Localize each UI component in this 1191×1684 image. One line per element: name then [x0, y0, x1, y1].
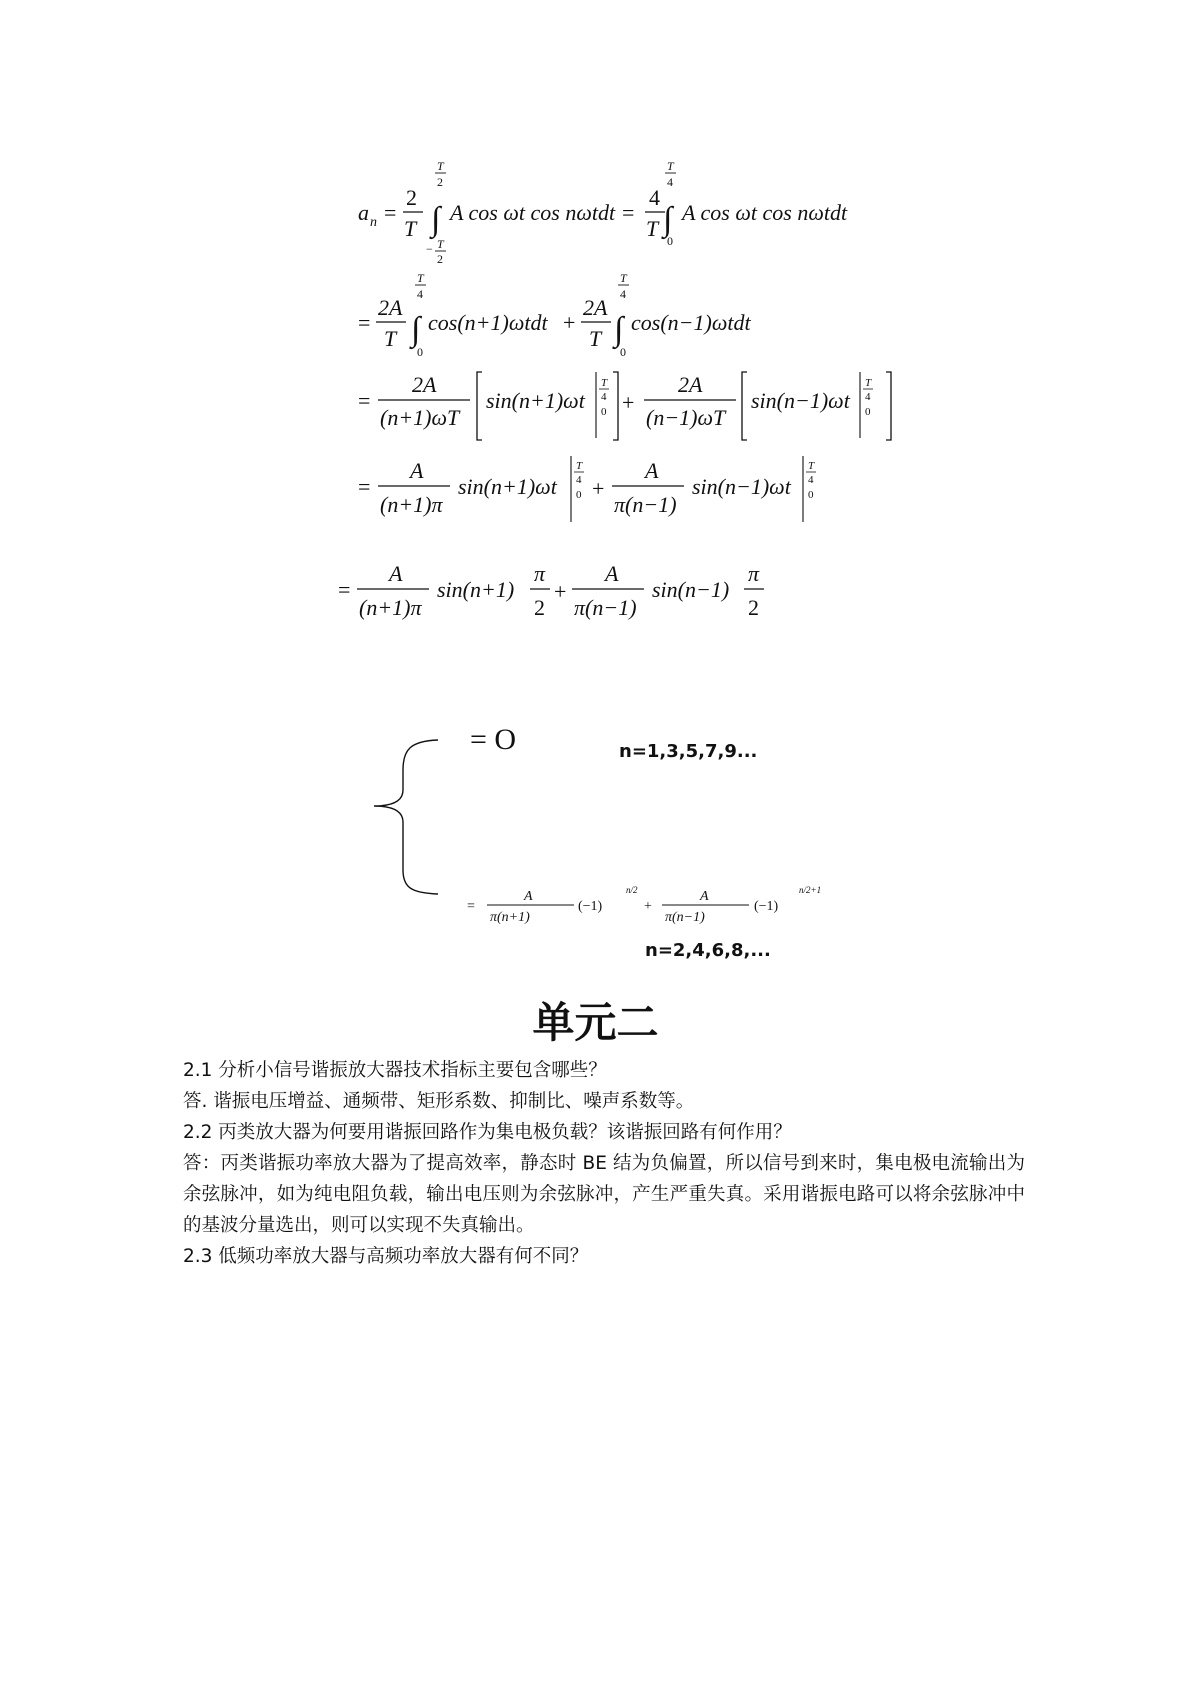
integrand: A cos ωt cos nωtdt	[450, 200, 616, 225]
integral-upper-limit: T	[620, 271, 627, 285]
fraction-denominator: (n+1)π	[359, 595, 422, 620]
math-symbol: a	[358, 200, 369, 225]
case-zero: = O	[470, 723, 517, 756]
power-base: (−1)	[578, 899, 603, 914]
fraction-numerator: A	[645, 458, 659, 483]
fraction-numerator: A	[700, 889, 709, 904]
fraction-numerator: π	[748, 561, 760, 586]
integral-upper-limit: 2	[437, 175, 443, 189]
integral-sign: ∫	[431, 201, 441, 238]
math-equals: =	[358, 310, 371, 335]
integral-upper-limit: 4	[417, 287, 423, 301]
fraction-denominator: (n−1)ωT	[646, 405, 726, 430]
term-expression: sin(n+1)	[437, 577, 515, 602]
case-odd-condition: n=1,3,5,7,9...	[619, 741, 758, 762]
integral-sign: ∫	[614, 311, 624, 348]
fraction-numerator: A	[389, 561, 403, 586]
fraction-denominator: T	[589, 326, 602, 351]
math-equals: =	[338, 577, 351, 602]
math-subscript: n	[370, 215, 377, 230]
eval-limit: 4	[576, 474, 582, 486]
question-2-3: 2.3 低频功率放大器与高频功率放大器有何不同？	[183, 1246, 589, 1267]
case-even-condition: n=2,4,6,8,...	[645, 940, 771, 961]
math-equals: =	[358, 388, 371, 413]
cases-brace	[374, 740, 438, 894]
integral-lower-limit: 0	[620, 345, 626, 359]
eval-limit: T	[808, 460, 815, 472]
bracket-right	[613, 372, 618, 440]
fraction-denominator: T	[384, 326, 397, 351]
fraction-numerator: A	[524, 889, 533, 904]
term-expression: sin(n+1)ωt	[458, 474, 557, 499]
integral-lower-limit: 0	[417, 345, 423, 359]
integral-upper-limit: T	[417, 271, 424, 285]
bracket-left	[477, 372, 482, 440]
integral-upper-limit: T	[437, 159, 444, 173]
fraction-denominator: (n+1)ωT	[380, 405, 460, 430]
integrand: cos(n−1)ωtdt	[631, 310, 751, 335]
math-plus: +	[592, 476, 605, 501]
term-expression: sin(n−1)ωt	[692, 474, 791, 499]
eval-limit: T	[865, 377, 872, 389]
fraction-denominator: 2	[748, 595, 759, 620]
fraction-denominator: T	[404, 216, 417, 241]
math-plus: +	[563, 310, 576, 335]
math-equals: =	[467, 899, 475, 914]
qa-text	[183, 1055, 1025, 1272]
term-expression: sin(n−1)	[652, 577, 730, 602]
eval-limit: T	[601, 377, 608, 389]
question-2-1: 2.1 分析小信号谐振放大器技术指标主要包含哪些？	[183, 1060, 607, 1081]
integral-upper-limit: 4	[667, 175, 673, 189]
integral-sign: ∫	[411, 311, 421, 348]
fraction-denominator: π(n−1)	[614, 492, 677, 517]
integrand: A cos ωt cos nωtdt	[682, 200, 848, 225]
fraction-numerator: 4	[649, 185, 660, 210]
fraction-denominator: T	[646, 216, 659, 241]
bracket-right	[886, 372, 891, 440]
integral-sign: ∫	[663, 201, 673, 238]
eval-limit: 0	[808, 489, 814, 501]
fraction-numerator: A	[605, 561, 619, 586]
bracket-expression: sin(n−1)ωt	[751, 388, 850, 413]
power-exponent: n/2	[626, 885, 638, 895]
eval-limit: 0	[576, 489, 582, 501]
answer-2-1: 答. 谐振电压增益、通频带、矩形系数、抑制比、噪声系数等。	[183, 1091, 695, 1112]
math-plus: +	[554, 579, 567, 604]
fraction-denominator: (n+1)π	[380, 492, 443, 517]
fraction-numerator: A	[410, 458, 424, 483]
power-exponent: n/2+1	[799, 885, 822, 895]
integral-lower-limit: T	[437, 237, 444, 251]
math-equals: =	[358, 474, 371, 499]
eval-limit: T	[576, 460, 583, 472]
fraction-numerator: π	[534, 561, 546, 586]
fraction-numerator: 2A	[378, 295, 403, 320]
integral-upper-limit: T	[667, 159, 674, 173]
eval-limit: 0	[601, 406, 607, 418]
question-2-2: 2.2 丙类放大器为何要用谐振回路作为集电极负载？该谐振回路有何作用？	[183, 1122, 792, 1143]
fraction-denominator: π(n+1)	[490, 910, 530, 925]
fraction-numerator: 2	[406, 185, 417, 210]
fraction-denominator: 2	[534, 595, 545, 620]
eval-limit: 4	[865, 391, 871, 403]
bracket-expression: sin(n+1)ωt	[486, 388, 585, 413]
integral-lower-limit: 0	[667, 234, 673, 248]
fraction-denominator: π(n−1)	[574, 595, 637, 620]
integral-lower-limit: 2	[437, 252, 443, 266]
integral-upper-limit: 4	[620, 287, 626, 301]
eval-limit: 4	[808, 474, 814, 486]
math-plus: +	[622, 390, 635, 415]
fraction-numerator: 2A	[678, 372, 703, 397]
power-base: (−1)	[754, 899, 779, 914]
fraction-denominator: π(n−1)	[665, 910, 705, 925]
math-plus: +	[644, 899, 652, 914]
eval-limit: 0	[865, 406, 871, 418]
integrand: cos(n+1)ωtdt	[428, 310, 548, 335]
integral-lower-limit: −	[426, 242, 433, 256]
bracket-left	[742, 372, 747, 440]
eval-limit: 4	[601, 391, 607, 403]
section-title: 单元二	[532, 998, 659, 1047]
math-equals: =	[384, 200, 397, 225]
fraction-numerator: 2A	[583, 295, 608, 320]
answer-2-2: 答：丙类谐振功率放大器为了提高效率，静态时 BE 结为负偏置，所以信号到来时，集电极电流输出为余弦脉冲，如为纯电阻负载，输出电压则为余弦脉冲，产生严重失真。采用谐振电路可以将余弦脉冲中的基波分量选出，则可以实现不失真输出。	[183, 1153, 1025, 1236]
fraction-numerator: 2A	[412, 372, 437, 397]
math-equals: =	[622, 200, 635, 225]
